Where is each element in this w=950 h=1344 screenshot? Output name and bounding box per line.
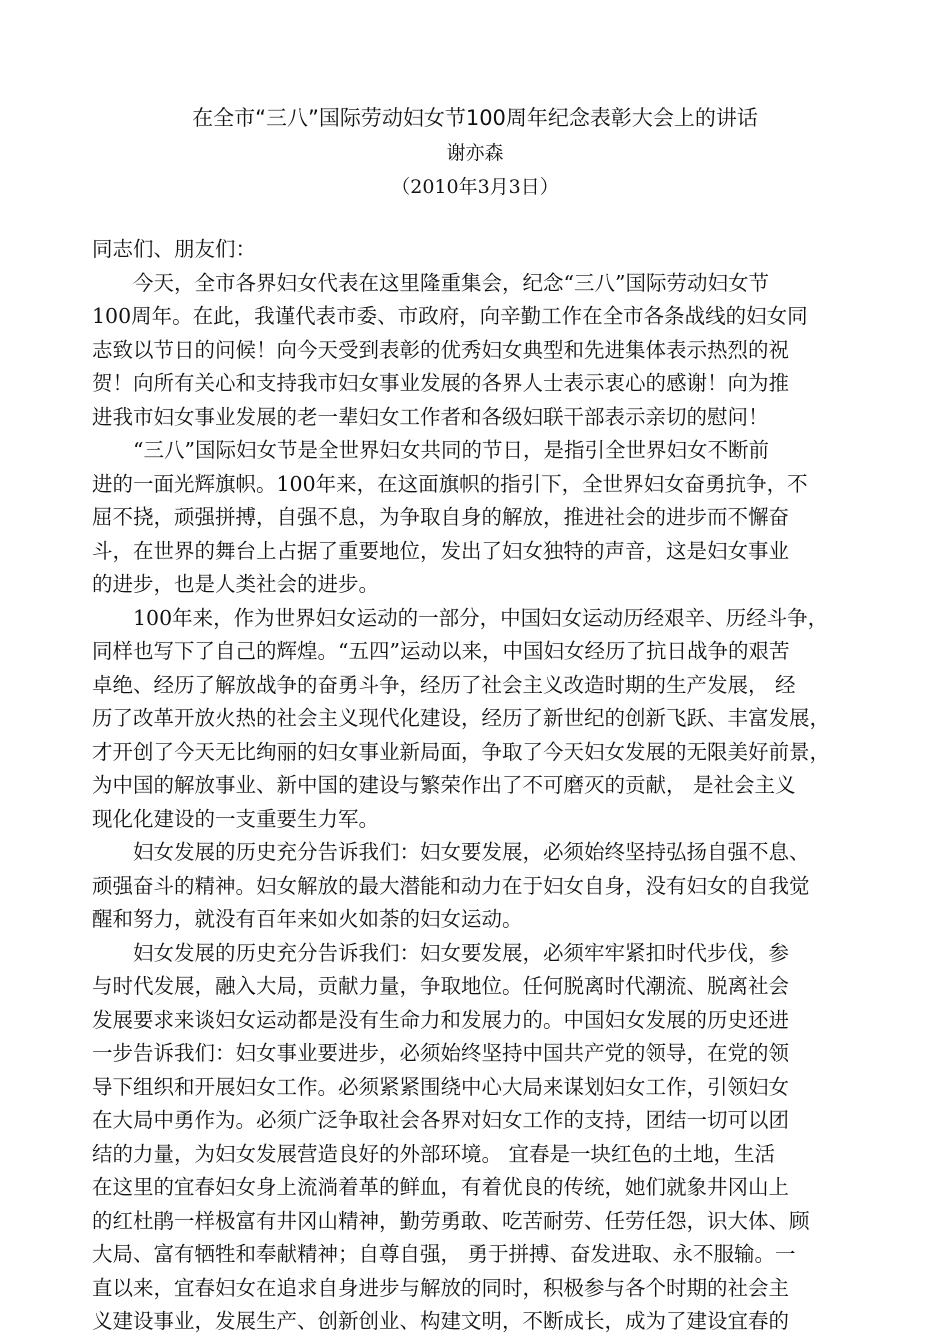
- text-line: 屈不挠，顽强拼搏，自强不息，为争取自身的解放，推进社会的进步而不懈奋: [92, 505, 789, 529]
- text-line: 才开创了今天无比绚丽的妇女事业新局面，争取了今天妇女发展的无限美好前景，: [92, 739, 830, 764]
- paragraph: [92, 434, 874, 602]
- document-title: 在全市“三八”国际劳动妇女节100周年纪念表彰大会上的讲话: [192, 106, 758, 130]
- paragraph: [92, 267, 874, 435]
- text-line: 今天，全市各界妇女代表在这里隆重集会，纪念“三八”国际劳动妇女节: [133, 270, 769, 295]
- text-line: 一步告诉我们：妇女事业要进步，必须始终坚持中国共产党的领导，在党的领: [92, 1041, 789, 1065]
- text-line: 为中国的解放事业、新中国的建设与繁荣作出了不可磨灭的贡献， 是社会主义: [92, 773, 796, 797]
- text-line: 义建设事业，发展生产、创新创业、构建文明，不断成长，成为了建设宜春的: [92, 1309, 789, 1333]
- text-line: 同样也写下了自己的辉煌。“五四”运动以来，中国妇女经历了抗日战争的艰苦: [92, 639, 790, 663]
- text-line: 顽强奋斗的精神。妇女解放的最大潜能和动力在于妇女自身，没有妇女的自我觉: [92, 873, 810, 898]
- paragraph: [92, 602, 874, 837]
- text-line: 卓绝、经历了解放战争的奋勇斗争，经历了社会主义改造时期的生产发展， 经: [92, 672, 796, 697]
- text-line: 结的力量，为妇女发展营造良好的外部环境。 宜春是一块红色的土地，生活: [92, 1141, 776, 1166]
- text-line: 斗，在世界的舞台上占据了重要地位，发出了妇女独特的声音，这是妇女事业: [92, 538, 789, 563]
- author-name: 谢亦森: [446, 142, 504, 164]
- speech-date: （2010年3月3日）: [391, 176, 559, 198]
- text-line: 100年来，作为世界妇女运动的一部分，中国妇女运动历经艰辛、历经斗争，: [133, 605, 829, 630]
- text-line: 直以来，宜春妇女在追求自身进步与解放的同时，积极参与各个时期的社会主: [92, 1275, 789, 1300]
- text-line: 醒和努力，就没有百年来如火如荼的妇女运动。: [92, 907, 523, 931]
- paragraph: [92, 836, 874, 937]
- text-line: 在这里的宜春妇女身上流淌着革的鲜血，有着优良的传统，她们就象井冈山上: [92, 1175, 789, 1199]
- paragraph: [92, 937, 874, 1339]
- text-line: 发展要求来谈妇女运动都是没有生命力和发展力的。中国妇女发展的历史还进: [92, 1007, 789, 1032]
- text-line: 历了改革开放火热的社会主义现代化建设，经历了新世纪的创新飞跃、丰富发展，: [92, 706, 830, 730]
- text-line: 的进步，也是人类社会的进步。: [92, 572, 379, 596]
- text-line: 导下组织和开展妇女工作。必须紧紧围绕中心大局来谋划妇女工作，引领妇女: [92, 1074, 789, 1099]
- text-line: 在大局中勇作为。必须广泛争取社会各界对妇女工作的支持，团结一切可以团: [92, 1108, 789, 1132]
- text-line: 妇女发展的历史充分告诉我们：妇女要发展，必须牢牢紧扣时代步伐，参: [133, 940, 789, 965]
- text-line: 与时代发展，融入大局，贡献力量，争取地位。任何脱离时代潮流、脱离社会: [92, 974, 789, 998]
- text-line: 贺！向所有关心和支持我市妇女事业发展的各界人士表示衷心的感谢！向为推: [92, 371, 789, 395]
- text-line: 同志们、朋友们：: [92, 237, 256, 261]
- text-line: 100周年。在此，我谨代表市委、市政府，向辛勤工作在全市各条战线的妇女同: [92, 304, 808, 328]
- text-line: “三八”国际妇女节是全世界妇女共同的节日，是指引全世界妇女不断前: [133, 438, 769, 462]
- text-line: 的红杜鹃一样极富有井冈山精神，勤劳勇敢、吃苦耐劳、任劳任怨，识大体、顾: [92, 1208, 810, 1233]
- speech-body: [92, 233, 874, 1339]
- salutation: [92, 233, 874, 267]
- text-line: 现化化建设的一支重要生力军。: [92, 806, 379, 831]
- text-line: 进我市妇女事业发展的老一辈妇女工作者和各级妇联干部表示亲切的慰问！: [92, 404, 769, 429]
- text-line: 大局、富有牺牲和奉献精神；自尊自强， 勇于拼搏、奋发进取、永不服输。一: [92, 1242, 796, 1266]
- text-line: 妇女发展的历史充分告诉我们：妇女要发展，必须始终坚持弘扬自强不息、: [133, 840, 810, 864]
- text-line: 志致以节日的问候！向今天受到表彰的优秀妇女典型和先进集体表示热烈的祝: [92, 337, 789, 362]
- text-line: 进的一面光辉旗帜。100年来，在这面旗帜的指引下，全世界妇女奋勇抗争，不: [92, 471, 808, 496]
